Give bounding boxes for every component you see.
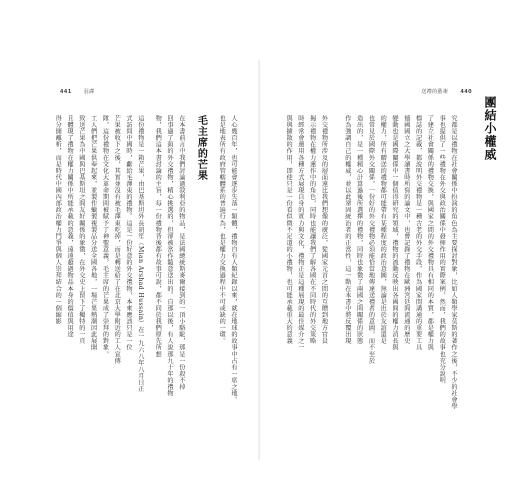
text-line: 式訪問中國時，獻給毛澤東的禮物。這是一份好意的外交禮物，本來應該只是一位 bbox=[125, 115, 133, 351]
text-line: 得分開離析，而是時代中國內部政治權力鬥爭與個人崇拜結合的一個縮影 bbox=[54, 115, 62, 325]
text-line: 德國國立之大學讀書時所寫的論文中，也曾記錄了禮物在歐洲宮廷間流通的歷史 bbox=[402, 115, 410, 345]
running-head: 羽譯 bbox=[83, 89, 95, 95]
section-heading: 毛主席的芒果 bbox=[195, 115, 207, 181]
left-page-header bbox=[60, 88, 94, 95]
text-line: 致送芒果為中國與巴基斯坦之間友好關係的象徵，在外交史上留下了獨特的一頁 bbox=[77, 115, 85, 345]
right-page bbox=[260, 0, 520, 500]
text-line: 人心幾百年，也可能會逐步失落一類體，禮物自有人類紀錄以來，就在地球的故事中占有一席之地。 bbox=[230, 115, 237, 404]
page-number: 440 bbox=[460, 89, 472, 95]
text-line: 在本書前言中我們討論過敘利亞的物品，是法國總統斯麥爾接到的一頂小駱駝，那是一份殺不掉 bbox=[177, 115, 185, 391]
text-line: 這份禮物是一箱芒果，由巴基斯坦外長胡笙（Mian Arshad Hussain）在一九六八年八月日正 bbox=[136, 115, 144, 393]
text-line: 工人們把芒果供奉起來，並製作蠟製複製品分送全國各地，一場芒果熱潮因此展開 bbox=[89, 115, 97, 351]
text-line: 芒果被收下之後，其實並沒有被毛澤東吃掉，而是轉送給了在北京大學附近的工人宣傳 bbox=[113, 115, 121, 364]
running-head: 送禮的藝術 bbox=[421, 89, 449, 95]
text-line: 與與擴散的作用，即使只是一份看似微不足道的小禮物，也可能承載重大的意義 bbox=[285, 115, 293, 345]
text-line: 標誌的記載，都說明外交禮物是一種古老的外交手段，作為國家間溝通的重要工具 bbox=[414, 115, 422, 351]
left-text-block bbox=[54, 115, 237, 411]
chapter-heading-wrap bbox=[478, 96, 503, 161]
text-line: 了建立社會關係的禮物交換，與國家之間的外交禮物具有相同的本質，都是權力與 bbox=[426, 115, 434, 351]
text-line: 作為強調自己的權威，並以此鞏固統治者的正當性，這一點在本書中將反覆出現 bbox=[343, 115, 351, 345]
chapter-heading: 團結小權威 bbox=[483, 96, 497, 161]
right-text-block bbox=[268, 115, 456, 411]
text-line: 物，我們這本書討論的主旨，每一份禮物背後都有故事可說，都不同於我們原先所想 bbox=[154, 115, 162, 358]
text-line: 也常見於國際外交關係，一份好的外交禮物必須能恰當地傳達送禮者的意圖，而不至於 bbox=[367, 115, 375, 364]
paragraph-break bbox=[332, 115, 338, 411]
text-line: 變動也是國際關係中一個值得研究的領域，禮物的流動反映出各國間的權力消長與 bbox=[391, 115, 399, 351]
text-line: 也是地表所有政府管轄體系的普遍行為，也是權力交換過程中不可或缺的一環。 bbox=[218, 115, 226, 345]
right-page-header bbox=[421, 88, 472, 95]
text-line: 造出的，是一種精心計算過後所選擇的禮物，同時也象徵了兩國之間關係的狀態 bbox=[355, 115, 363, 345]
text-line: 究都是以禮物在社會關係中扮演的角色為主要探討對象，比如人類學家莫斯的著作之後，不少的社會學 bbox=[450, 115, 457, 410]
text-line: 時經常會運用各種方式展現自身的實力與文化，禮物正是這種展現的最佳媒介之一 bbox=[296, 115, 304, 351]
text-line: 事也提供了一些禮物在外交與政治關係中發揮作用的實際案例，然而，我們的故事也充分說明 bbox=[438, 115, 446, 384]
page-number: 441 bbox=[60, 89, 72, 95]
text-line: 且體現了禮物在權力關係中所能承載的意義，遠遠超過物品本身的價值與用途 bbox=[66, 115, 74, 338]
text-line: 隊，這份禮物在文化大革命期間被賦予了神聖意義，毛主席的芒果成了崇拜的對象， bbox=[101, 115, 109, 358]
text-line: 的權力，所有贈送的禮物都可能帶有某種程度的政治意圖，無論是出於友誼還是 bbox=[379, 115, 387, 345]
text-line: 回事過了頭的外交禮物，精心挑選的，但卻被當作隨意送出的。自那以後，有人說那九十年的禮物 bbox=[166, 115, 174, 397]
text-line: 外交禮物所涉及的層面遠比我們想像的廣泛，從國家元首之間的互贈到地方官員 bbox=[320, 115, 328, 345]
text-line: 揭示禮物在權力運作中的角色，同時也能讓我們了解各國在不同時代的外交策略 bbox=[308, 115, 316, 345]
